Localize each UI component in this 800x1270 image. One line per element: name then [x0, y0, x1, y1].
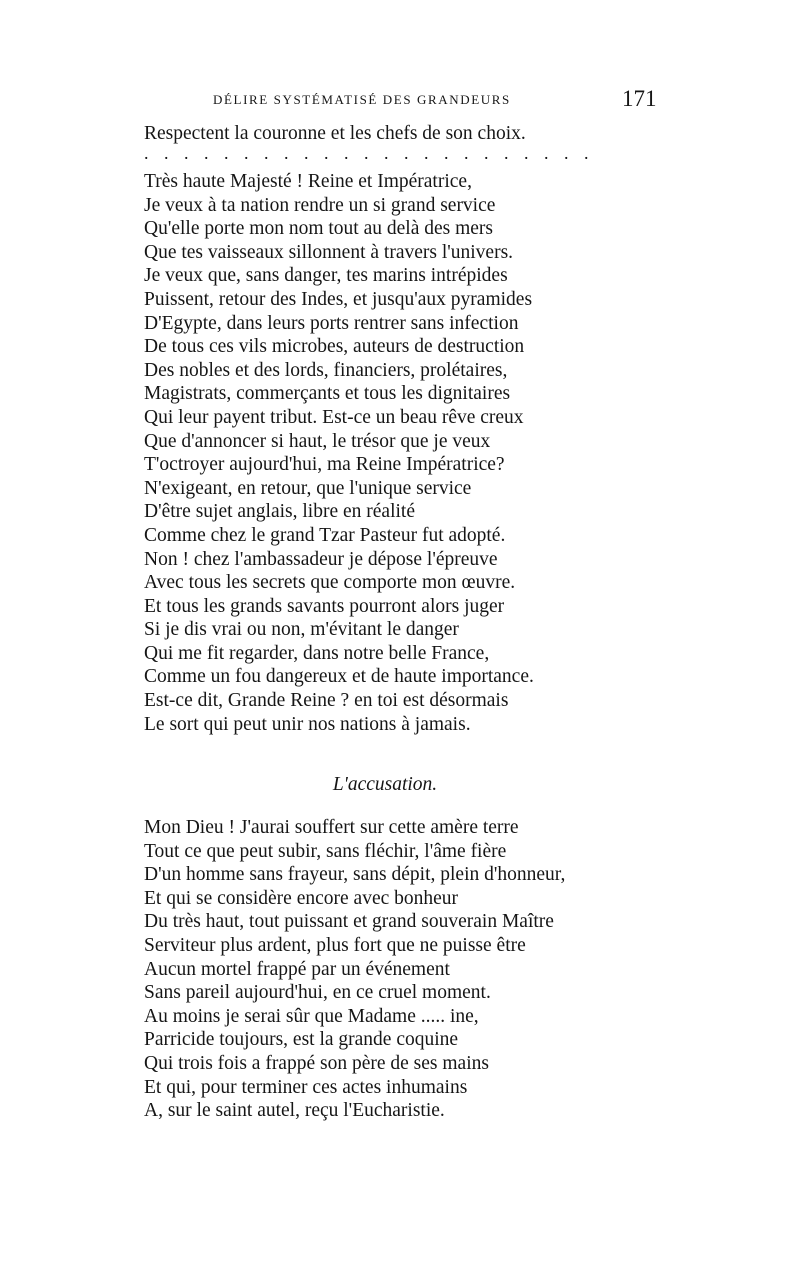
verse-line: Est-ce dit, Grande Reine ? en toi est désormais	[144, 690, 509, 712]
verse-line: Qu'elle porte mon nom tout au delà des mers	[144, 218, 494, 240]
verse-line: Et qui se considère encore avec bonheur	[144, 887, 459, 909]
verse-line: Je veux que, sans danger, tes marins intrépides	[144, 265, 508, 287]
verse-line: Que tes vaisseaux sillonnent à travers l'univers.	[144, 241, 514, 263]
verse-line: A, sur le saint autel, reçu l'Eucharistie.	[144, 1100, 445, 1122]
verse-line: Non ! chez l'ambassadeur je dépose l'épreuve	[144, 548, 498, 570]
verse-line: Comme chez le grand Tzar Pasteur fut adopté.	[144, 524, 506, 546]
ellipsis-row: . . . . . . . . . . . . . . . . . . . . . . .	[144, 143, 589, 163]
verse-line: Respectent la couronne et les chefs de son choix.	[144, 123, 526, 144]
verse-line: Sans pareil aujourd'hui, en ce cruel moment.	[144, 982, 491, 1004]
verse-line: Qui leur payent tribut. Est-ce un beau rêve creux	[144, 406, 524, 428]
verse-line: Parricide toujours, est la grande coquine	[144, 1029, 459, 1051]
verse-line: D'être sujet anglais, libre en réalité	[144, 501, 415, 523]
verse-line: Qui me fit regarder, dans notre belle France,	[144, 642, 490, 664]
verse-line: Serviteur plus ardent, plus fort que ne puisse être	[144, 934, 526, 956]
verse-line: Et tous les grands savants pourront alors juger	[144, 595, 505, 617]
poem-stanza-two	[144, 816, 664, 1123]
section-title: L'accusation.	[332, 774, 438, 795]
verse-line: Si je dis vrai ou non, m'évitant le danger	[144, 619, 459, 641]
verse-line: Avec tous les secrets que comporte mon œuvre.	[144, 572, 516, 594]
verse-line: Mon Dieu ! J'aurai souffert sur cette amère terre	[144, 817, 519, 838]
running-head: DÉLIRE SYSTÉMATISÉ DES GRANDEURS	[213, 92, 511, 107]
verse-line: Magistrats, commerçants et tous les dignitaires	[144, 383, 511, 405]
verse-line: Qui trois fois a frappé son père de ses mains	[144, 1052, 489, 1074]
verse-line: Au moins je serai sûr que Madame ..... ine,	[144, 1005, 479, 1027]
verse-line: Le sort qui peut unir nos nations à jamais.	[144, 713, 471, 735]
verse-line: Puissent, retour des Indes, et jusqu'aux pyramides	[144, 288, 533, 310]
verse-line: T'octroyer aujourd'hui, ma Reine Impératrice?	[144, 454, 505, 476]
verse-line: Tout ce que peut subir, sans fléchir, l'âme fière	[144, 840, 507, 862]
page-number: 171	[622, 86, 657, 111]
verse-line: Et qui, pour terminer ces actes inhumains	[144, 1076, 468, 1098]
verse-line: Très haute Majesté ! Reine et Impératrice,	[144, 171, 472, 192]
verse-line: N'exigeant, en retour, que l'unique service	[144, 477, 472, 499]
poem-stanza-one	[144, 170, 664, 736]
verse-line: Des nobles et des lords, financiers, prolétaires,	[144, 359, 508, 381]
verse-line: Du très haut, tout puissant et grand souverain Maître	[144, 911, 554, 933]
verse-line: D'un homme sans frayeur, sans dépit, plein d'honneur,	[144, 864, 566, 886]
verse-line: Comme un fou dangereux et de haute importance.	[144, 666, 534, 688]
verse-line: Je veux à ta nation rendre un si grand service	[144, 194, 496, 216]
verse-line: D'Egypte, dans leurs ports rentrer sans infection	[144, 312, 519, 334]
verse-line: Aucun mortel frappé par un événement	[144, 958, 450, 980]
verse-line: De tous ces vils microbes, auteurs de destruction	[144, 336, 525, 358]
verse-line: Que d'annoncer si haut, le trésor que je veux	[144, 430, 491, 452]
